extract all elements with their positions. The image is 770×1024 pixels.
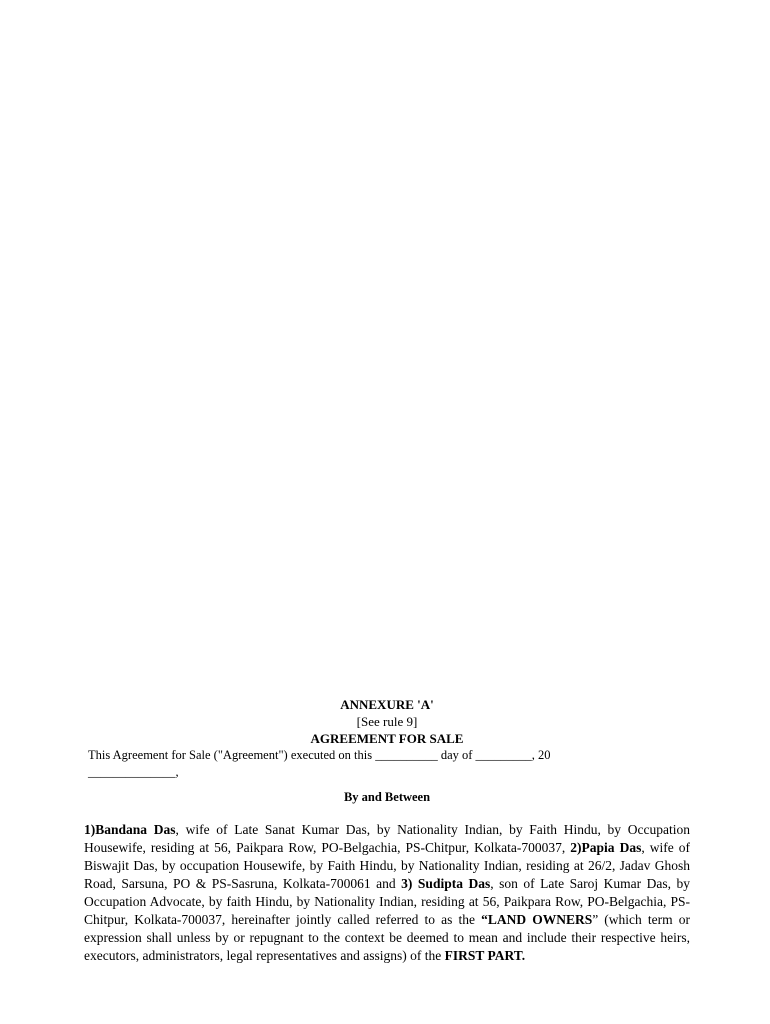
party-1-details: , wife of Late Sanat Kumar Das, by Nationality Indian, by Faith Hindu, by Occupation Housewife, residing at 56, Paikpara Row, PO-Belgachia, PS-Chitpur, Kolkata-700037, [84,822,690,855]
rule-reference: [See rule 9] [356,714,418,729]
party-2-number: 2) [570,840,582,855]
party-3-details: , son of Late Saroj Kumar Das, by Occupation Advocate, by faith Hindu, by Nationality Indian, residing at 56, Paikpara Row, PO-Belgachia, PS-Chitpur, Kolkata-700037, hereinafter jointly called referred to as the [84,876,690,927]
party-1-number: 1) [84,822,96,837]
party-1-name: Bandana Das [95,822,176,837]
document-body [84,696,690,965]
party-2-details: , wife of Biswajit Das, by occupation Housewife, by Faith Hindu, by Nationality Indian, residing at 26/2, Jadav Ghosh Road, Sarsuna, PO & PS-Sasruna, Kolkata-700061 and [84,840,690,891]
agreement-title: AGREEMENT FOR SALE [310,731,464,746]
intro-line-2: ______________, [88,765,179,779]
agreement-intro [84,747,690,781]
first-part-label: FIRST PART. [444,948,526,963]
intro-line-1: This Agreement for Sale ("Agreement") executed on this __________ day of _________, 20 [88,748,551,762]
by-and-between-heading: By and Between [343,790,431,804]
party-2-name: Papia Das [581,840,642,855]
annexure-heading: ANNEXURE 'A' [340,697,434,712]
parties-paragraph [84,821,690,965]
party-3-number: 3) [401,876,413,891]
land-owners-term: “LAND OWNERS [481,912,593,927]
party-3-name: Sudipta Das [417,876,491,891]
closing-clause: ” (which term or expression shall unless by or repugnant to the context be deemed to mean and include their respective heirs, executors, administrators, legal representatives and assigns) of the [84,912,690,963]
